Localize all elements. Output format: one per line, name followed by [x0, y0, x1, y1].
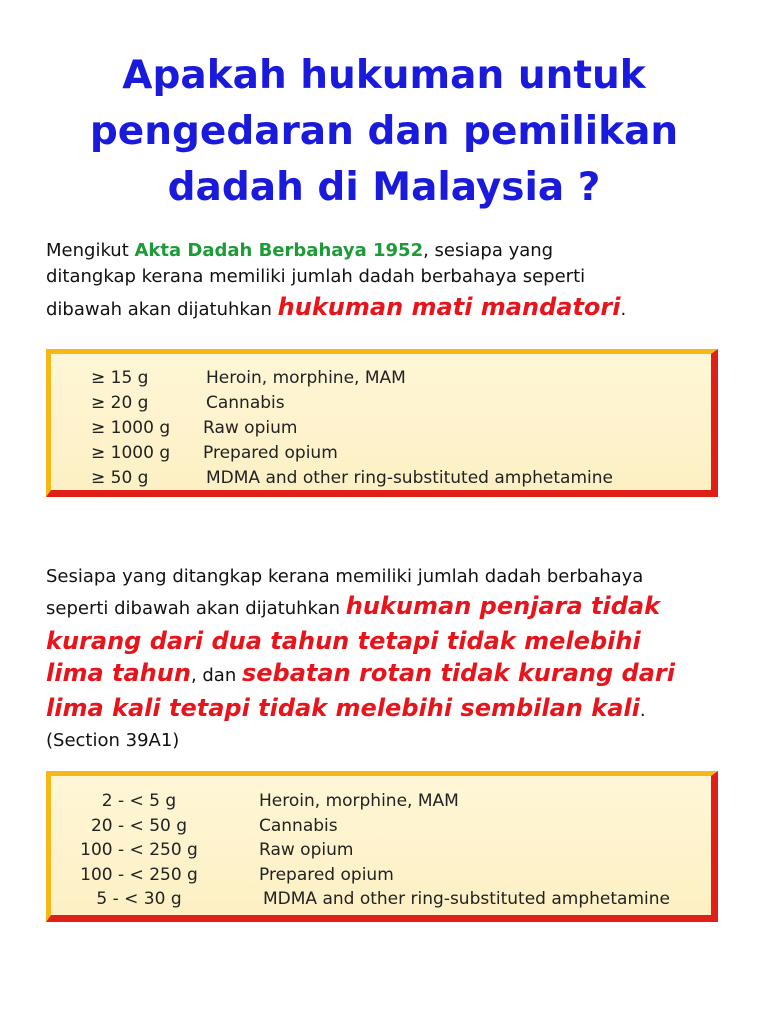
caning-penalty-text: lima kali tetapi tidak melebihi sembilan kali [46, 694, 640, 722]
paragraph-line [46, 657, 736, 692]
paragraph-line [46, 290, 736, 327]
text-fragment: , sesiapa yang [423, 240, 554, 261]
substance-cell: Prepared opium [203, 443, 338, 463]
text-fragment: . [639, 700, 646, 721]
paragraph-line: ditangkap kerana memiliki jumlah dadah berbahaya seperti [46, 266, 586, 287]
amount-cell: 2 - < 5 g [101, 791, 177, 811]
text-fragment: . [620, 299, 627, 320]
prison-penalty-paragraph [46, 563, 736, 754]
prison-penalty-text: kurang dari dua tahun tetapi tidak melebihi [46, 627, 641, 655]
death-penalty-paragraph [46, 238, 736, 327]
death-penalty-text: hukuman mati mandatori [277, 293, 621, 321]
death-penalty-table [46, 349, 718, 497]
amount-cell: 20 - < 50 g [90, 816, 188, 836]
substance-cell: Raw opium [203, 418, 298, 438]
substance-cell: Heroin, morphine, MAM [259, 791, 459, 811]
amount-cell: ≥ 20 g [91, 393, 149, 413]
paragraph-line [46, 590, 736, 625]
substance-cell: MDMA and other ring-substituted amphetamine [263, 889, 670, 909]
title-line-3: dadah di Malaysia ? [167, 165, 601, 210]
prison-penalty-text: hukuman penjara tidak [345, 592, 661, 620]
paragraph-line [46, 238, 736, 264]
text-fragment: dibawah akan dijatuhkan [46, 299, 278, 320]
substance-cell: Raw opium [259, 840, 354, 860]
substance-cell: Cannabis [259, 816, 338, 836]
amount-cell: 5 - < 30 g [96, 889, 182, 909]
amount-cell: 100 - < 250 g [80, 865, 198, 885]
title-line-1: Apakah hukuman untuk [122, 53, 646, 98]
prison-penalty-text: lima tahun [46, 659, 191, 687]
substance-cell: Prepared opium [259, 865, 394, 885]
paragraph-line [46, 692, 736, 727]
amount-cell: ≥ 15 g [91, 368, 149, 388]
act-name: Akta Dadah Berbahaya 1952 [134, 240, 424, 261]
caning-penalty-text: sebatan rotan tidak kurang dari [241, 659, 675, 687]
text-fragment: , dan [190, 665, 242, 686]
amount-cell: ≥ 1000 g [91, 443, 171, 463]
title-line-2: pengedaran dan pemilikan [89, 109, 679, 154]
amount-cell: 100 - < 250 g [80, 840, 198, 860]
substance-cell: MDMA and other ring-substituted amphetamine [206, 468, 613, 488]
amount-cell: ≥ 50 g [91, 468, 149, 488]
substance-cell: Heroin, morphine, MAM [206, 368, 406, 388]
text-fragment: Mengikut [46, 240, 135, 261]
prison-penalty-table [46, 771, 718, 922]
substance-cell: Cannabis [206, 393, 285, 413]
paragraph-line: Sesiapa yang ditangkap kerana memiliki jumlah dadah berbahaya [46, 566, 644, 587]
section-reference: (Section 39A1) [46, 730, 180, 751]
text-fragment: seperti dibawah akan dijatuhkan [46, 598, 346, 619]
amount-cell: ≥ 1000 g [91, 418, 171, 438]
page-title [0, 48, 768, 216]
